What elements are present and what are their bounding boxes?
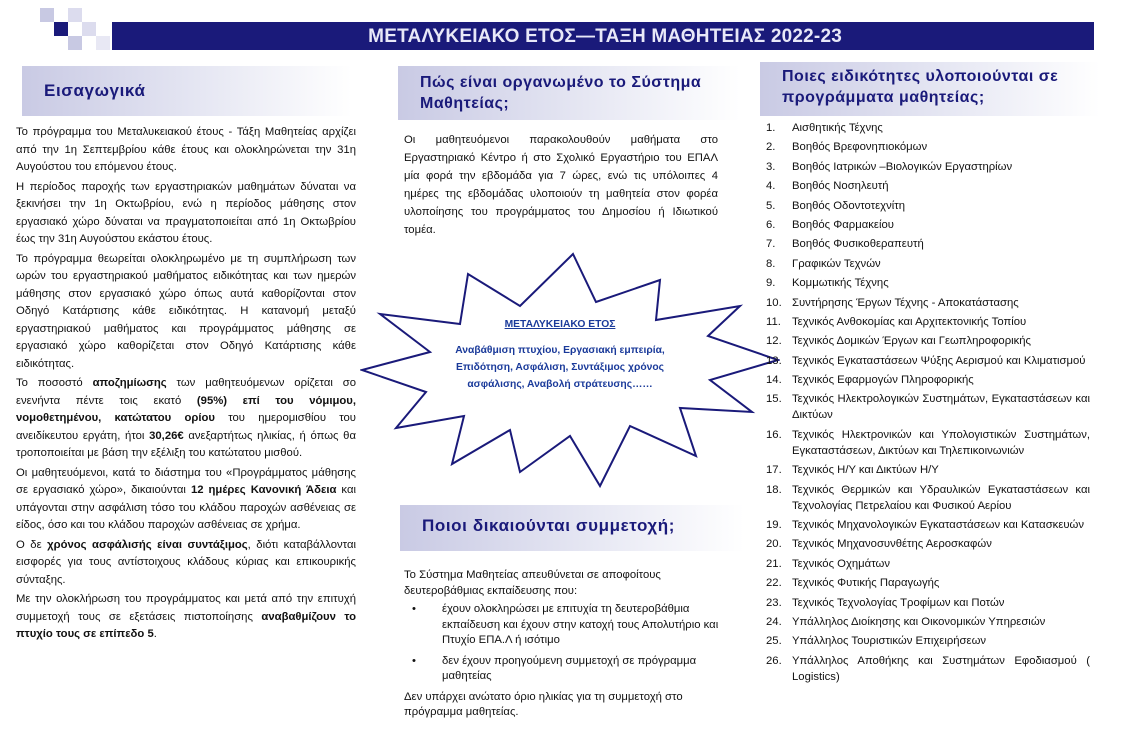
list-item-label: Τεχνικός Ηλεκτρονικών και Υπολογιστικών Συστημάτων, Εγκαταστάσεων, Δικτύων και Τηλεπικοινωνιών xyxy=(792,428,1090,457)
list-item-label: Τεχνικός Η/Υ και Δικτύων Η/Υ xyxy=(792,464,939,477)
list-item xyxy=(766,482,1090,514)
intro-paragraph: Η περίοδος παροχής των εργαστηριακών μαθημάτων δύναται να ξεκινήσει την 1η Οκτωβρίου, ενώ η περίοδος μάθησης στον εργασιακό χώρο δύναται να πραγματοποιείται από 1η Οκτωβρίου έως την 31η Αυγούστου εκάστου έτους. xyxy=(16,180,356,245)
intro-paragraph: Το πρόγραμμα του Μεταλυκειακού έτους - Τάξη Μαθητείας αρχίζει από την 1η Σεπτεμβρίου κάθε έτους και ολοκληρώνεται την 31η Αυγούστου του επόμενου έτους. xyxy=(16,126,356,173)
list-item-number: 16. xyxy=(766,428,782,441)
list-item-number: 20. xyxy=(766,538,782,551)
list-item xyxy=(766,178,1090,194)
starburst-benefits: Αναβάθμιση πτυχίου, Εργασιακή εμπειρία, Επιδότηση, Ασφάλιση, Συντάξιμος χρόνος ασφάλισης, Αναβολή στράτευσης…… xyxy=(455,345,665,390)
list-item xyxy=(766,198,1090,214)
list-item-number: 11. xyxy=(766,315,781,328)
eligibility-heading xyxy=(400,505,744,551)
page-title: ΜΕΤΑΛΥΚΕΙΑΚΟ ΕΤΟΣ—ΤΑΞΗ ΜΑΘΗΤΕΙΑΣ 2022-23 xyxy=(368,26,842,47)
list-item-number: 12. xyxy=(766,335,782,348)
intro-heading xyxy=(22,66,352,116)
list-item-number: 5. xyxy=(766,199,776,212)
list-item-label: Βοηθός Φυσικοθεραπευτή xyxy=(792,238,924,251)
list-item-label: Τεχνικός Δομικών Έργων και Γεωπληροφορικής xyxy=(792,335,1032,348)
list-item-label: Τεχνικός Μηχανολογικών Εγκαταστάσεων και Κατασκευών xyxy=(792,519,1084,532)
list-item-number: 6. xyxy=(766,218,776,231)
text-run: Ο δε xyxy=(16,538,48,551)
list-item xyxy=(766,295,1090,311)
list-item-label: Υπάλληλος Τουριστικών Επιχειρήσεων xyxy=(792,635,987,648)
list-item-label: Τεχνικός Εφαρμογών Πληροφορικής xyxy=(792,374,974,387)
eligibility-heading-text: Ποιοι δικαιούνται συμμετοχή; xyxy=(422,516,675,535)
list-item xyxy=(766,536,1090,552)
intro-paragraph-pension xyxy=(16,537,356,590)
list-item-number: 21. xyxy=(766,557,782,570)
list-item-number: 17. xyxy=(766,464,782,477)
list-item-number: 7. xyxy=(766,238,776,251)
list-item xyxy=(412,654,722,685)
intro-paragraph-leave xyxy=(16,465,356,535)
list-item xyxy=(766,314,1090,330)
list-item-number: 18. xyxy=(766,483,782,496)
specialties-heading xyxy=(760,62,1100,116)
list-item-label: Βοηθός Βρεφονηπιοκόμων xyxy=(792,141,928,154)
list-item xyxy=(766,575,1090,591)
list-item-number: 24. xyxy=(766,615,782,628)
list-item-label: Τεχνικός Ανθοκομίας και Αρχιτεκτονικής Τοπίου xyxy=(792,315,1027,328)
list-item-label: Αισθητικής Τέχνης xyxy=(792,122,883,134)
list-item xyxy=(766,236,1090,252)
text-run: Οι μαθητευόμενοι, κατά το διάστημα του «Προγράμματος μάθησης σε εργασιακό χώρο», δικαιούνται xyxy=(16,466,356,496)
list-item-label: Τεχνικός Εγκαταστάσεων Ψύξης Αερισμού και Κλιματισμού xyxy=(792,354,1086,367)
text-run: Με την ολοκλήρωση του προγράμματος και μετά από την επιτυχή συμμετοχή τους σε εξετάσεις πιστοποίησης xyxy=(16,593,356,623)
page-title-banner xyxy=(112,22,1094,50)
list-item xyxy=(766,556,1090,572)
list-item xyxy=(766,353,1090,369)
list-item-label: Βοηθός Οδοντοτεχνίτη xyxy=(792,199,906,212)
text-run: , διότι καταβάλλονται εισφορές για τους αντίστοιχους κλάδους κύριας και επικουρικής σύνταξης. xyxy=(16,538,356,586)
list-item-number: 2. xyxy=(766,141,776,154)
list-item-number: 1. xyxy=(766,122,776,134)
list-item-text: έχουν ολοκληρώσει με επιτυχία τη δευτεροβάθμια εκπαίδευση και έχουν στην κατοχή τους Απολυτήριο και Πτυχίο ΕΠΑ.Λ ή ισότιμο xyxy=(442,603,719,646)
eligibility-list xyxy=(404,602,722,685)
intro-heading-text: Εισαγωγικά xyxy=(44,81,146,100)
list-item xyxy=(766,517,1090,533)
list-item-number: 26. xyxy=(766,654,782,667)
list-item-label: Γραφικών Τεχνών xyxy=(792,257,881,270)
list-item-label: Τεχνικός Ηλεκτρολογικών Συστημάτων, Εγκαταστάσεων και Δικτύων xyxy=(792,393,1090,422)
list-item-label: Υπάλληλος Αποθήκης και Συστημάτων Εφοδιασμού ( Logistics) xyxy=(792,654,1090,683)
intro-paragraph-compensation xyxy=(16,375,356,463)
list-item-label: Τεχνικός Οχημάτων xyxy=(792,557,890,570)
list-item-number: 14. xyxy=(766,374,782,387)
specialties-heading-text: Ποιες ειδικότητες υλοποιούνται σε προγράμματα μαθητείας; xyxy=(782,68,1059,106)
intro-paragraph: Το πρόγραμμα θεωρείται ολοκληρωμένο με τη συμπλήρωση των ωρών του εργαστηριακού μαθήματος ειδικότητας και των ημερών μάθησης στον εργασιακό χώρο όπως αυτά καθορίζονται στον Οδηγό Κατάρτισης κάθε ειδικότητας. Η κατανομή μεταξύ εργαστηριακού μαθήματος και προγράμματος μάθησης σε εργασιακό χώρο καθορίζεται στον Οδηγό Κατάρτισης κάθε ειδικότητας. xyxy=(16,252,356,370)
list-item xyxy=(766,462,1090,478)
list-item xyxy=(766,653,1090,685)
list-item-label: Τεχνικός Φυτικής Παραγωγής xyxy=(792,577,940,590)
list-item-number: 23. xyxy=(766,596,782,609)
bullet-icon: • xyxy=(412,603,416,615)
text-run-bold: χρόνος ασφάλισής είναι συντάξιμος xyxy=(47,538,248,551)
list-item-label: Τεχνικός Τεχνολογίας Τροφίμων και Ποτών xyxy=(792,596,1005,609)
eligibility-section xyxy=(404,568,722,721)
text-run: και υπάγονται στην ασφάλιση τόσο του κλάδου παροχών ασθένειας σε είδος, όσο και του κλάδου παροχών ασθένειας σε χρήμα. xyxy=(16,484,356,531)
list-item xyxy=(766,275,1090,291)
eligibility-intro: Το Σύστημα Μαθητείας απευθύνεται σε αποφοίτους δευτεροβάθμιας εκπαίδευσης που: xyxy=(404,569,661,597)
list-item xyxy=(766,256,1090,272)
list-item-label: Κομμωτικής Τέχνης xyxy=(792,277,889,290)
list-item-label: Τεχνικός Θερμικών και Υδραυλικών Εγκαταστάσεων και Τεχνολογίας Πετρελαίου και Φυσικού Αερίου xyxy=(792,483,1090,512)
list-item-label: Συντήρησης Έργων Τέχνης - Αποκατάστασης xyxy=(792,296,1019,309)
list-item-text: δεν έχουν προηγούμενη συμμετοχή σε πρόγραμμα μαθητείας xyxy=(442,654,697,682)
list-item-number: 8. xyxy=(766,257,776,270)
list-item-label: Υπάλληλος Διοίκησης και Οικονομικών Υπηρεσιών xyxy=(792,615,1046,628)
text-run-bold: αναβαθμίζουν το πτυχίο τους σε επίπεδο 5 xyxy=(16,610,356,640)
list-item-label: Βοηθός Ιατρικών –Βιολογικών Εργαστηρίων xyxy=(792,160,1013,173)
list-item-number: 15. xyxy=(766,393,782,406)
list-item xyxy=(766,372,1090,388)
starburst-text xyxy=(440,316,680,393)
list-item xyxy=(412,602,722,649)
text-run: Το ποσοστό xyxy=(16,377,93,389)
banner-decoration xyxy=(40,8,110,52)
intro-paragraph-upgrade xyxy=(16,591,356,644)
list-item-label: Βοηθός Νοσηλευτή xyxy=(792,180,889,193)
text-run: . xyxy=(153,628,157,640)
list-item-number: 22. xyxy=(766,577,782,590)
organization-text: Οι μαθητευόμενοι παρακολουθούν μαθήματα στο Εργαστηριακό Κέντρο ή στο Σχολικό Εργαστήριο του ΕΠΑΛ μία φορά την εβδομάδα για 7 ώρες, ενώ τις υπόλοιπες 4 ημέρες της εβδομάδας υλοποιούν τη μαθητεία στον φορέα υλοποίησης του προγράμματος του Δημοσίου ή Ιδιωτικού τομέα. xyxy=(404,134,718,236)
list-item-number: 4. xyxy=(766,180,776,193)
list-item-number: 9. xyxy=(766,277,776,290)
list-item xyxy=(766,633,1090,649)
organization-heading xyxy=(398,66,740,120)
list-item xyxy=(766,333,1090,349)
list-item xyxy=(766,120,1090,136)
list-item xyxy=(766,159,1090,175)
intro-section xyxy=(16,124,356,646)
text-run: των μαθητευόμενων ορίζεται σο ενενήντα πέντε τοις εκατό xyxy=(16,377,357,407)
text-run-bold: 30,26€ xyxy=(149,429,184,442)
text-run: ανεξαρτήτως ηλικίας, ή όπως θα τροποποιείται με βάση την εξέλιξη του κατώτατου μισθού. xyxy=(16,429,356,459)
specialties-list xyxy=(766,120,1090,688)
list-item-label: Βοηθός Φαρμακείου xyxy=(792,218,894,231)
text-run-bold: 12 ημέρες Κανονική Άδεια xyxy=(190,484,337,496)
text-run: του ημερομισθίου του ανειδίκευτου εργάτη, ήτοι xyxy=(16,412,356,442)
list-item-number: 19. xyxy=(766,519,782,532)
list-item-label: Τεχνικός Μηχανοσυνθέτης Αεροσκαφών xyxy=(792,538,992,551)
list-item xyxy=(766,427,1090,459)
list-item xyxy=(766,595,1090,611)
list-item xyxy=(766,217,1090,233)
list-item-number: 10. xyxy=(766,296,782,309)
list-item xyxy=(766,614,1090,630)
list-item xyxy=(766,391,1090,423)
list-item-number: 3. xyxy=(766,160,776,173)
list-item-number: 13. xyxy=(766,354,782,367)
bullet-icon: • xyxy=(412,654,416,667)
text-run-bold: (95%) επί του νόμιμου, νομοθετημένου, κατώτατου ορίου xyxy=(16,394,356,424)
text-run-bold: αποζημίωσης xyxy=(92,377,167,389)
starburst-title: ΜΕΤΑΛΥΚΕΙΑΚΟ ΕΤΟΣ xyxy=(504,319,616,330)
eligibility-footer: Δεν υπάρχει ανώτατο όριο ηλικίας για τη συμμετοχή στο πρόγραμμα μαθητείας. xyxy=(404,690,683,718)
list-item-number: 25. xyxy=(766,635,782,648)
list-item xyxy=(766,139,1090,155)
organization-heading-text: Πώς είναι οργανωμένο το Σύστημα Μαθητείας; xyxy=(420,74,702,112)
